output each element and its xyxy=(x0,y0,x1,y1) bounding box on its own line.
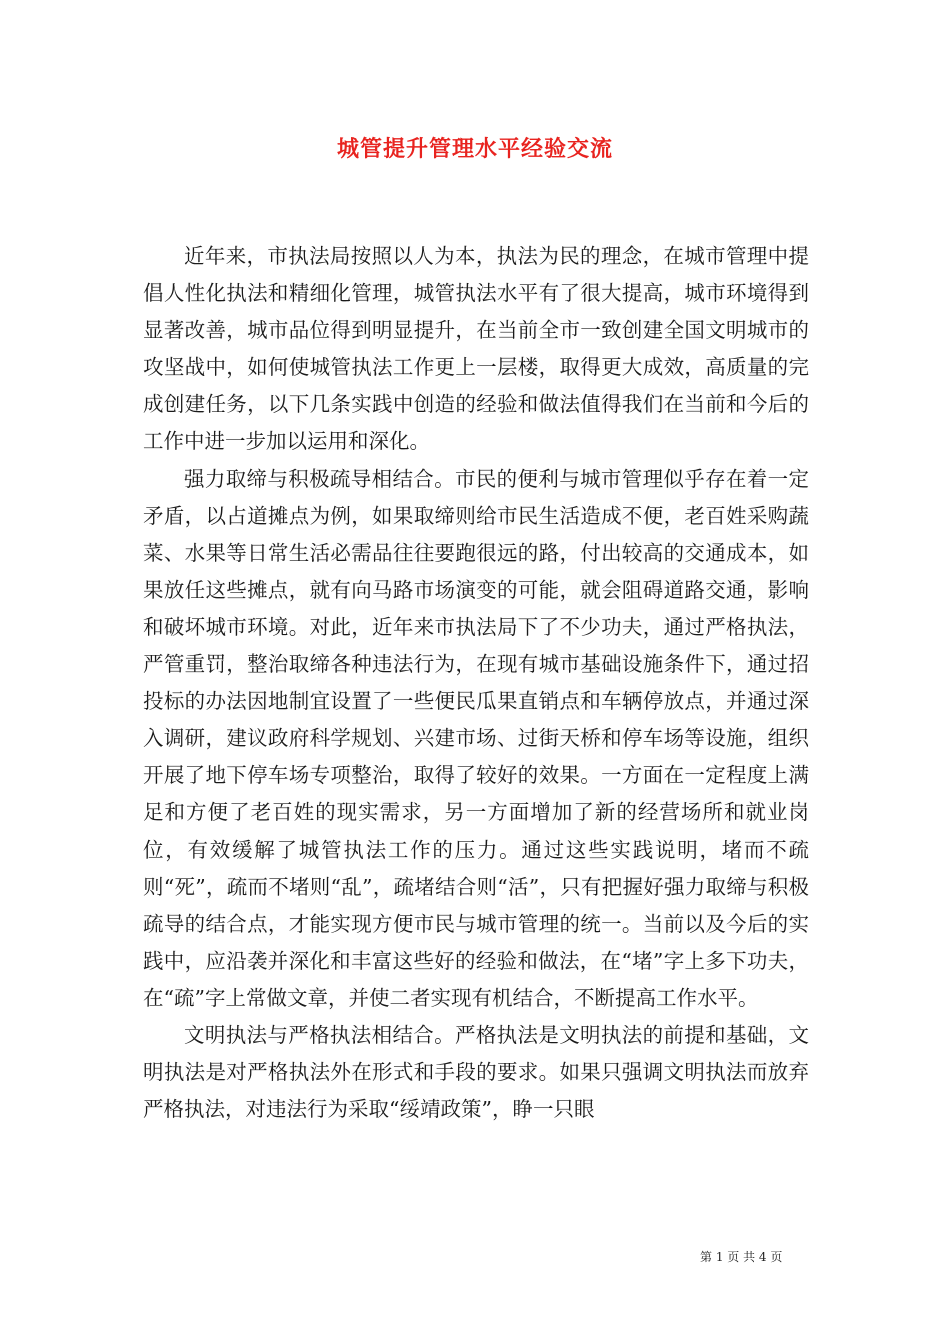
document-title: 城管提升管理水平经验交流 xyxy=(336,136,613,162)
page-number: 第 1 页 共 4 页 xyxy=(700,1250,783,1264)
paragraph-section-2: 文明执法与严格执法相结合。严格执法是文明执法的前提和基础，文明执法是对严格执法外在形式和手段的要求。如果只强调文明执法而放弃严格执法，对违法行为采取“绥靖政策”，睁一只眼 xyxy=(143,1022,809,1122)
document-body xyxy=(143,238,809,1128)
paragraph-intro: 近年来，市执法局按照以人为本，执法为民的理念，在城市管理中提倡人性化执法和精细化管理，城管执法水平有了很大提高，城市环境得到显著改善，城市品位得到明显提升，在当前全市一致创建全国文明城市的攻坚战中，如何使城管执法工作更上一层楼，取得更大成效，高质量的完成创建任务，以下几条实践中创造的经验和做法值得我们在当前和今后的工作中进一步加以运用和深化。 xyxy=(143,244,809,454)
paragraph-section-1: 强力取缔与积极疏导相结合。市民的便利与城市管理似乎存在着一定矛盾，以占道摊点为例，如果取缔则给市民生活造成不便，老百姓采购蔬菜、水果等日常生活必需品往往要跑很远的路，付出较高的交通成本，如果放任这些摊点，就有向马路市场演变的可能，就会阻碍道路交通，影响和破坏城市环境。对此，近年来市执法局下了不少功夫，通过严格执法，严管重罚，整治取缔各种违法行为，在现有城市基础设施条件下，通过招投标的办法因地制宜设置了一些便民瓜果直销点和车辆停放点，并通过深入调研，建议政府科学规划、兴建市场、过街天桥和停车场等设施，组织开展了地下停车场专项整治，取得了较好的效果。一方面在一定程度上满足和方便了老百姓的现实需求，另一方面增加了新的经营场所和就业岗位，有效缓解了城管执法工作的压力。通过这些实践说明，堵而不疏则“死”，疏而不堵则“乱”，疏堵结合则“活”，只有把握好强力取缔与积极疏导的结合点，才能实现方便市民与城市管理的统一。当前以及今后的实践中，应沿袭并深化和丰富这些好的经验和做法，在“堵”字上多下功夫，在“疏”字上常做文章，并使二者实现有机结合，不断提高工作水平。 xyxy=(143,466,809,1010)
